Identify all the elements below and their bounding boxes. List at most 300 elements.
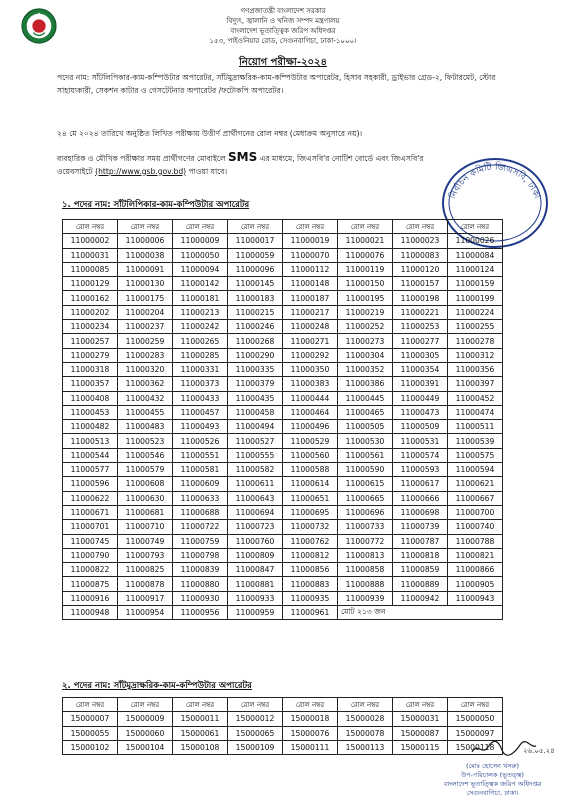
roll-number-cell: 15000118	[448, 740, 503, 754]
roll-number-cell: 11000916	[63, 591, 118, 605]
table-row	[63, 248, 503, 262]
roll-number-cell: 15000113	[338, 740, 393, 754]
roll-number-cell: 11000527	[228, 434, 283, 448]
roll-number-cell: 11000354	[393, 362, 448, 376]
roll-number-cell: 11000187	[283, 291, 338, 305]
total-count: মোট ২১৩ জন	[338, 606, 503, 620]
roll-number-cell: 11000594	[448, 463, 503, 477]
roll-number-cell: 11000175	[118, 291, 173, 305]
roll-number-cell: 11000383	[283, 377, 338, 391]
roll-number-cell: 11000320	[118, 362, 173, 376]
roll-number-cell: 11000593	[393, 463, 448, 477]
notice-paragraph	[57, 151, 437, 178]
roll-number-cell: 11000458	[228, 405, 283, 419]
roll-number-cell: 11000452	[448, 391, 503, 405]
roll-number-cell: 11000809	[228, 548, 283, 562]
roll-number-cell: 11000352	[338, 362, 393, 376]
roll-number-cell: 15000007	[63, 712, 118, 726]
roll-number-cell: 11000142	[173, 277, 228, 291]
roll-number-cell: 11000076	[338, 248, 393, 262]
government-seal-icon	[20, 7, 58, 45]
roll-number-cell: 11000608	[118, 477, 173, 491]
signature-date: ২৬.০৫.২৪	[523, 747, 555, 755]
roll-number-cell: 11000643	[228, 491, 283, 505]
roll-number-cell: 11000259	[118, 334, 173, 348]
signatory-name: (মোঃ হোসেন খসরু)	[465, 762, 520, 770]
roll-number-cell: 11000615	[338, 477, 393, 491]
roll-number-cell: 11000858	[338, 563, 393, 577]
roll-number-cell: 11000453	[63, 405, 118, 419]
roll-number-cell: 15000102	[63, 740, 118, 754]
stamp-text: নির্বাচন কমিটি জিএসবি, ঢাকা	[448, 162, 542, 201]
roll-number-cell: 11000494	[228, 420, 283, 434]
table-row	[63, 726, 503, 740]
roll-number-cell: 11000793	[118, 548, 173, 562]
roll-number-cell: 11000942	[393, 591, 448, 605]
roll-number-cell: 11000318	[63, 362, 118, 376]
roll-number-cell: 11000050	[173, 248, 228, 262]
roll-number-cell: 15000104	[118, 740, 173, 754]
roll-number-cell: 11000696	[338, 505, 393, 519]
table-row	[63, 534, 503, 548]
signature-block	[425, 762, 560, 798]
table-row	[63, 391, 503, 405]
table-row	[63, 234, 503, 248]
roll-number-cell: 11000386	[338, 377, 393, 391]
roll-number-cell: 11000878	[118, 577, 173, 591]
table-row	[63, 740, 503, 754]
roll-number-cell: 11000031	[63, 248, 118, 262]
notice-title: নিয়োগ পরীক্ষা-২০২৪	[239, 57, 327, 68]
roll-number-cell: 11000002	[63, 234, 118, 248]
roll-number-cell: 11000213	[173, 305, 228, 319]
roll-number-cell: 11000038	[118, 248, 173, 262]
roll-number-cell: 15000055	[63, 726, 118, 740]
roll-number-cell: 11000667	[448, 491, 503, 505]
roll-number-cell: 11000148	[283, 277, 338, 291]
roll-number-cell: 11000195	[338, 291, 393, 305]
column-header: রোল নম্বর	[63, 698, 118, 712]
table-row	[63, 277, 503, 291]
roll-number-cell: 11000621	[448, 477, 503, 491]
roll-number-cell: 11000526	[173, 434, 228, 448]
roll-number-cell: 15000109	[228, 740, 283, 754]
roll-number-cell: 11000312	[448, 348, 503, 362]
column-header: রোল নম্বর	[393, 698, 448, 712]
roll-number-cell: 11000529	[283, 434, 338, 448]
roll-number-cell: 11000482	[63, 420, 118, 434]
roll-number-cell: 11000234	[63, 320, 118, 334]
roll-number-cell: 11000961	[283, 606, 338, 620]
roll-number-cell: 11000219	[338, 305, 393, 319]
column-header: রোল নম্বর	[393, 220, 448, 234]
roll-number-cell: 11000397	[448, 377, 503, 391]
roll-number-cell: 11000671	[63, 505, 118, 519]
roll-number-cell: 11000237	[118, 320, 173, 334]
roll-number-cell: 11000059	[228, 248, 283, 262]
roll-number-cell: 11000579	[118, 463, 173, 477]
roll-number-cell: 11000694	[228, 505, 283, 519]
roll-number-cell: 11000159	[448, 277, 503, 291]
roll-number-cell: 11000723	[228, 520, 283, 534]
roll-number-cell: 11000666	[393, 491, 448, 505]
notice-text-before: ব্যবহারিক ও মৌখিক পরীক্ষার সময় প্রার্থীগণের মোবাইলে	[57, 154, 226, 163]
signatory-office: বাংলাদেশ ভূতাত্ত্বিক জরিপ অধিদপ্তর	[443, 780, 542, 788]
table-row	[63, 591, 503, 605]
roll-number-cell: 11000762	[283, 534, 338, 548]
roll-number-cell: 11000513	[63, 434, 118, 448]
roll-number-cell: 11000283	[118, 348, 173, 362]
roll-number-cell: 11000611	[228, 477, 283, 491]
roll-number-cell: 11000859	[393, 563, 448, 577]
roll-number-cell: 11000162	[63, 291, 118, 305]
roll-number-cell: 11000582	[228, 463, 283, 477]
header-line-government: গণপ্রজাতন্ত্রী বাংলাদেশ সরকার	[240, 7, 326, 15]
section2-title: ২. পদের নাম: সাঁটমুদ্রাক্ষরিক-কাম-কম্পিউটার অপারেটর	[62, 681, 252, 691]
roll-number-cell: 11000825	[118, 563, 173, 577]
roll-number-cell: 11000880	[173, 577, 228, 591]
roll-number-cell: 15000061	[173, 726, 228, 740]
roll-number-cell: 15000011	[173, 712, 228, 726]
roll-number-cell: 11000889	[393, 577, 448, 591]
table-row	[63, 520, 503, 534]
roll-number-cell: 11000651	[283, 491, 338, 505]
roll-number-cell: 11000070	[283, 248, 338, 262]
roll-number-cell: 15000115	[393, 740, 448, 754]
roll-table-steno-typist	[62, 697, 503, 755]
roll-number-cell: 11000019	[283, 234, 338, 248]
table-row	[63, 448, 503, 462]
result-paragraph: ২৪ মে ২০২৪ তারিখে অনুষ্ঠিত লিখিত পরীক্ষায় উত্তীর্ণ প্রার্থীগনের রোল নম্বর (মেধাক্রম অনুসারে নয়)।	[57, 129, 363, 138]
roll-number-cell: 11000199	[448, 291, 503, 305]
table-row	[63, 505, 503, 519]
sms-label: SMS	[228, 150, 258, 164]
roll-number-cell: 11000242	[173, 320, 228, 334]
column-header: রোল নম্বর	[118, 698, 173, 712]
roll-number-cell: 11000130	[118, 277, 173, 291]
roll-number-cell: 11000181	[173, 291, 228, 305]
roll-number-cell: 11000335	[228, 362, 283, 376]
roll-number-cell: 11000292	[283, 348, 338, 362]
roll-number-cell: 11000759	[173, 534, 228, 548]
roll-number-cell: 11000112	[283, 262, 338, 276]
roll-number-cell: 11000265	[173, 334, 228, 348]
table-row	[63, 606, 503, 620]
roll-number-cell: 11000939	[338, 591, 393, 605]
roll-number-cell: 11000722	[173, 520, 228, 534]
signatory-address: সেগুনবাগিচা, ঢাকা।	[466, 789, 519, 797]
roll-number-cell: 11000617	[393, 477, 448, 491]
roll-number-cell: 11000681	[118, 505, 173, 519]
roll-number-cell: 15000097	[448, 726, 503, 740]
roll-number-cell: 11000544	[63, 448, 118, 462]
roll-number-cell: 11000379	[228, 377, 283, 391]
roll-number-cell: 11000561	[338, 448, 393, 462]
column-header: রোল নম্বর	[283, 220, 338, 234]
roll-number-cell: 11000290	[228, 348, 283, 362]
roll-number-cell: 15000050	[448, 712, 503, 726]
roll-number-cell: 11000268	[228, 334, 283, 348]
column-header: রোল নম্বর	[338, 698, 393, 712]
roll-number-cell: 11000455	[118, 405, 173, 419]
roll-number-cell: 11000948	[63, 606, 118, 620]
roll-number-cell: 11000009	[173, 234, 228, 248]
roll-number-cell: 11000732	[283, 520, 338, 534]
table-row	[63, 348, 503, 362]
gsb-website-link[interactable]: (http://www.gsb.gov.bd)	[95, 166, 187, 176]
roll-number-cell: 11000252	[338, 320, 393, 334]
roll-number-cell: 15000078	[338, 726, 393, 740]
roll-number-cell: 11000821	[448, 548, 503, 562]
roll-number-cell: 15000028	[338, 712, 393, 726]
roll-number-cell: 11000493	[173, 420, 228, 434]
roll-number-cell: 11000530	[338, 434, 393, 448]
roll-number-cell: 11000391	[393, 377, 448, 391]
roll-number-cell: 11000221	[393, 305, 448, 319]
roll-table-stenographer	[62, 219, 503, 620]
roll-number-cell: 11000473	[393, 405, 448, 419]
roll-number-cell: 11000023	[393, 234, 448, 248]
table-header-row	[63, 698, 503, 712]
roll-number-cell: 11000633	[173, 491, 228, 505]
roll-number-cell: 11000253	[393, 320, 448, 334]
roll-number-cell: 11000217	[283, 305, 338, 319]
roll-number-cell: 11000017	[228, 234, 283, 248]
table-row	[63, 434, 503, 448]
column-header: রোল নম্বর	[338, 220, 393, 234]
roll-number-cell: 11000483	[118, 420, 173, 434]
table-row	[63, 305, 503, 319]
table-row	[63, 491, 503, 505]
roll-number-cell: 11000150	[338, 277, 393, 291]
section1-title: ১. পদের নাম: সাঁটলিপিকার-কাম-কম্পিউটার অপারেটর	[62, 200, 250, 210]
roll-number-cell: 15000076	[283, 726, 338, 740]
roll-number-cell: 11000433	[173, 391, 228, 405]
roll-number-cell: 11000581	[173, 463, 228, 477]
roll-number-cell: 11000215	[228, 305, 283, 319]
table-row	[63, 548, 503, 562]
roll-number-cell: 11000119	[338, 262, 393, 276]
signatory-designation: উপ-পরিচালক (ভূতত্ত্ব)	[461, 771, 524, 779]
roll-number-cell: 11000445	[338, 391, 393, 405]
roll-number-cell: 11000006	[118, 234, 173, 248]
roll-number-cell: 11000273	[338, 334, 393, 348]
roll-number-cell: 11000856	[283, 563, 338, 577]
roll-number-cell: 11000954	[118, 606, 173, 620]
roll-number-cell: 11000523	[118, 434, 173, 448]
table-row	[63, 377, 503, 391]
roll-number-cell: 11000246	[228, 320, 283, 334]
roll-number-cell: 11000091	[118, 262, 173, 276]
roll-number-cell: 11000021	[338, 234, 393, 248]
roll-number-cell: 11000772	[338, 534, 393, 548]
roll-number-cell: 11000085	[63, 262, 118, 276]
roll-number-cell: 11000701	[63, 520, 118, 534]
roll-number-cell: 11000331	[173, 362, 228, 376]
table-row	[63, 362, 503, 376]
roll-number-cell: 11000609	[173, 477, 228, 491]
roll-number-cell: 15000108	[173, 740, 228, 754]
table-row	[63, 262, 503, 276]
roll-number-cell: 11000956	[173, 606, 228, 620]
roll-number-cell: 11000710	[118, 520, 173, 534]
roll-number-cell: 11000511	[448, 420, 503, 434]
roll-number-cell: 11000356	[448, 362, 503, 376]
roll-number-cell: 11000474	[448, 405, 503, 419]
roll-number-cell: 11000496	[283, 420, 338, 434]
column-header: রোল নম্বর	[228, 220, 283, 234]
roll-number-cell: 11000588	[283, 463, 338, 477]
roll-number-cell: 11000698	[393, 505, 448, 519]
roll-number-cell: 15000031	[393, 712, 448, 726]
roll-number-cell: 11000202	[63, 305, 118, 319]
roll-number-cell: 11000362	[118, 377, 173, 391]
roll-number-cell: 15000060	[118, 726, 173, 740]
roll-number-cell: 11000449	[393, 391, 448, 405]
roll-number-cell: 11000847	[228, 563, 283, 577]
roll-number-cell: 11000577	[63, 463, 118, 477]
roll-number-cell: 15000111	[283, 740, 338, 754]
roll-number-cell: 11000733	[338, 520, 393, 534]
column-header: রোল নম্বর	[228, 698, 283, 712]
svg-text:নির্বাচন কমিটি জিএসবি, ঢাকা	[447, 161, 542, 202]
roll-number-cell: 15000065	[228, 726, 283, 740]
roll-number-cell: 11000026	[448, 234, 503, 248]
roll-number-cell: 11000818	[393, 548, 448, 562]
roll-number-cell: 11000788	[448, 534, 503, 548]
roll-number-cell: 11000096	[228, 262, 283, 276]
column-header: রোল নম্বর	[173, 220, 228, 234]
roll-number-cell: 11000083	[393, 248, 448, 262]
column-header: রোল নম্বর	[448, 220, 503, 234]
roll-number-cell: 11000790	[63, 548, 118, 562]
roll-number-cell: 11000745	[63, 534, 118, 548]
roll-number-cell: 11000812	[283, 548, 338, 562]
roll-number-cell: 11000531	[393, 434, 448, 448]
table-row	[63, 320, 503, 334]
roll-number-cell: 15000012	[228, 712, 283, 726]
roll-number-cell: 11000271	[283, 334, 338, 348]
roll-number-cell: 11000094	[173, 262, 228, 276]
roll-number-cell: 11000933	[228, 591, 283, 605]
roll-number-cell: 15000018	[283, 712, 338, 726]
column-header: রোল নম্বর	[173, 698, 228, 712]
roll-number-cell: 11000630	[118, 491, 173, 505]
roll-number-cell: 11000917	[118, 591, 173, 605]
roll-number-cell: 11000277	[393, 334, 448, 348]
roll-number-cell: 11000257	[63, 334, 118, 348]
roll-number-cell: 11000665	[338, 491, 393, 505]
table-row	[63, 463, 503, 477]
roll-number-cell: 11000350	[283, 362, 338, 376]
roll-number-cell: 11000622	[63, 491, 118, 505]
roll-number-cell: 11000278	[448, 334, 503, 348]
roll-number-cell: 11000157	[393, 277, 448, 291]
roll-number-cell: 11000373	[173, 377, 228, 391]
table-row	[63, 477, 503, 491]
roll-number-cell: 11000760	[228, 534, 283, 548]
roll-number-cell: 11000305	[393, 348, 448, 362]
roll-number-cell: 11000509	[393, 420, 448, 434]
column-header: রোল নম্বর	[63, 220, 118, 234]
roll-number-cell: 11000145	[228, 277, 283, 291]
roll-number-cell: 11000739	[393, 520, 448, 534]
roll-number-cell: 11000688	[173, 505, 228, 519]
roll-number-cell: 11000304	[338, 348, 393, 362]
roll-number-cell: 11000435	[228, 391, 283, 405]
roll-number-cell: 11000255	[448, 320, 503, 334]
table-row	[63, 577, 503, 591]
roll-number-cell: 11000839	[173, 563, 228, 577]
roll-number-cell: 11000551	[173, 448, 228, 462]
roll-number-cell: 11000124	[448, 262, 503, 276]
column-header: রোল নম্বর	[448, 698, 503, 712]
roll-number-cell: 11000084	[448, 248, 503, 262]
roll-number-cell: 11000432	[118, 391, 173, 405]
header-line-department: বাংলাদেশ ভূতাত্ত্বিক জরিপ অধিদপ্তর	[230, 27, 336, 35]
table-row	[63, 405, 503, 419]
roll-number-cell: 11000959	[228, 606, 283, 620]
posts-paragraph: পদের নাম: সাঁটলিপিকার-কাম-কম্পিউটার অপারেটর, সাঁটমুদ্রাক্ষরিক-কাম-কম্পিউটার অপারেটর, হিসাব সহকারী, ড্রাইভার গ্রেড-২, ফিটারমেট, স্টোর সাহায্যকারী, সেকশন কাটার ও গেসটেটনার অপারেটর /ফটোকপি অপারেটর।	[57, 73, 496, 95]
roll-number-cell: 11000575	[448, 448, 503, 462]
roll-number-cell: 11000798	[173, 548, 228, 562]
roll-number-cell: 11000129	[63, 277, 118, 291]
table-row	[63, 420, 503, 434]
roll-number-cell: 11000285	[173, 348, 228, 362]
roll-number-cell: 11000560	[283, 448, 338, 462]
roll-number-cell: 11000183	[228, 291, 283, 305]
roll-number-cell: 11000555	[228, 448, 283, 462]
table-row	[63, 291, 503, 305]
roll-number-cell: 11000357	[63, 377, 118, 391]
table-row	[63, 563, 503, 577]
roll-number-cell: 11000198	[393, 291, 448, 305]
roll-number-cell: 11000740	[448, 520, 503, 534]
roll-number-cell: 11000905	[448, 577, 503, 591]
roll-number-cell: 11000935	[283, 591, 338, 605]
roll-number-cell: 11000279	[63, 348, 118, 362]
roll-number-cell: 15000087	[393, 726, 448, 740]
roll-number-cell: 11000700	[448, 505, 503, 519]
column-header: রোল নম্বর	[283, 698, 338, 712]
column-header: রোল নম্বর	[118, 220, 173, 234]
header-line-ministry: বিদ্যুৎ, জ্বালানি ও খনিজ সম্পদ মন্ত্রণালয়	[226, 17, 340, 25]
roll-number-cell: 11000943	[448, 591, 503, 605]
roll-number-cell: 11000614	[283, 477, 338, 491]
roll-number-cell: 11000822	[63, 563, 118, 577]
roll-number-cell: 11000465	[338, 405, 393, 419]
roll-number-cell: 11000596	[63, 477, 118, 491]
roll-number-cell: 11000408	[63, 391, 118, 405]
roll-number-cell: 11000546	[118, 448, 173, 462]
roll-number-cell: 11000881	[228, 577, 283, 591]
table-row	[63, 712, 503, 726]
roll-number-cell: 15000009	[118, 712, 173, 726]
roll-number-cell: 11000590	[338, 463, 393, 477]
roll-number-cell: 11000444	[283, 391, 338, 405]
roll-number-cell: 11000539	[448, 434, 503, 448]
table-row	[63, 334, 503, 348]
notice-text-after: এর মাধ্যমে, জিএসবি'র নোটিশ বোর্ডে এবং জিএসবি'র ওয়েবসাইটে	[57, 154, 424, 176]
roll-number-cell: 11000787	[393, 534, 448, 548]
roll-number-cell: 11000224	[448, 305, 503, 319]
roll-number-cell: 11000505	[338, 420, 393, 434]
roll-number-cell: 11000248	[283, 320, 338, 334]
roll-number-cell: 11000204	[118, 305, 173, 319]
roll-number-cell: 11000120	[393, 262, 448, 276]
roll-number-cell: 11000457	[173, 405, 228, 419]
roll-number-cell: 11000464	[283, 405, 338, 419]
